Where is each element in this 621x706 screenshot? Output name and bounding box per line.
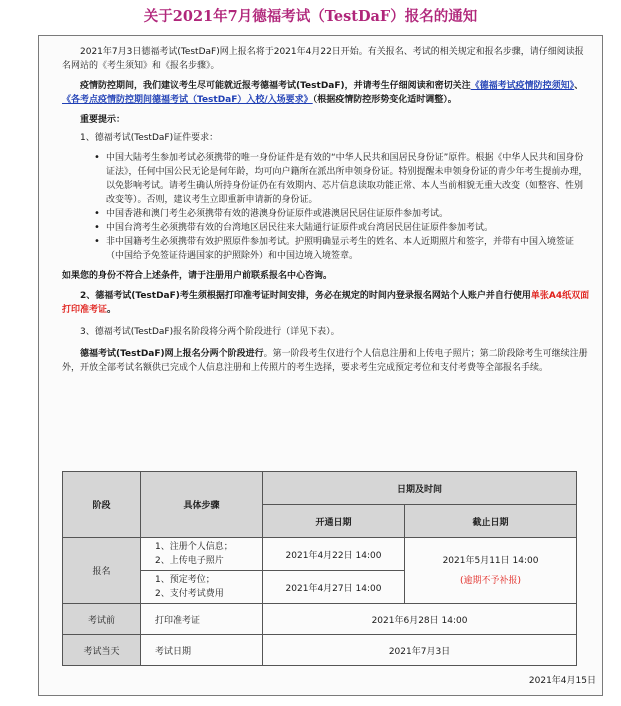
reg-phase2-steps xyxy=(141,571,263,604)
header-stage: 阶段 xyxy=(63,472,141,538)
table-row xyxy=(63,635,577,666)
table-row xyxy=(63,538,577,571)
header-steps: 具体步骤 xyxy=(141,472,263,538)
reg-close-date: 2021年5月11日 14:00 xyxy=(442,555,539,566)
item2-paragraph xyxy=(62,289,592,317)
item2-highlight: 单张A4纸双面打印准考证 xyxy=(62,291,590,315)
step-text: 2、上传电子照片 xyxy=(155,556,224,566)
id-requirements-list xyxy=(62,151,592,263)
list-item: • 中国香港和澳门考生必须携带有效的港澳身份证原件或港澳居民居住证原件参加考试。 xyxy=(106,207,592,221)
step-text: 1、预定考位； xyxy=(155,575,215,585)
notice-title: 关于2021年7月德福考试（TestDaF）报名的通知 xyxy=(143,8,478,25)
exam-day-step: 考试日期 xyxy=(141,635,263,666)
reg-phase1-steps xyxy=(141,538,263,571)
header-close-date: 截止日期 xyxy=(405,505,577,538)
notice-body xyxy=(62,45,592,375)
row-label-exam-day: 考试当天 xyxy=(63,635,141,666)
epidemic-paragraph xyxy=(62,79,592,107)
epidemic-sep: 、 xyxy=(574,81,584,91)
intro-paragraph: 2021年7月3日德福考试(TestDaF)网上报名将于2021年4月22日开始。有关报名、考试的相关规定和报名步骤，请仔细阅读报名网站的《考生须知》和《报名步骤》。 xyxy=(62,47,584,71)
list-item: • 中国大陆考生参加考试必须携带的唯一身份证件是有效的“中华人民共和国居民身份证”原件。根据《中华人民共和国身份证法》，任何中国公民无论是何年龄，均可向户籍所在派出所申领身份证。特别提醒未申领身份证的青少年考生提前办理，以免影响考试。请考生确认所持身份证仍在有效期内、芯片信息读取功能正常、本人当前相貌无重大改变（如整容、性别改变等）。否则，建议考生立即重新申请新的身份证。 xyxy=(106,151,592,207)
reg-phase1-open: 2021年4月22日 14:00 xyxy=(263,538,405,571)
reg-close xyxy=(405,538,577,604)
header-open-date: 开通日期 xyxy=(263,505,405,538)
phase-note-paragraph xyxy=(62,347,592,375)
item2-text: 2、德福考试(TestDaF)考生须根据打印准考证时间安排，务必在规定的时间内登录报名网站个人账户并自行使用 xyxy=(80,291,531,301)
item3-paragraph: 3、德福考试(TestDaF)报名阶段将分两个阶段进行（详见下表）。 xyxy=(80,327,340,337)
list-item: • 非中国籍考生必须携带有效护照原件参加考试。护照明确显示考生的姓名、本人近期照片和签字，并带有中国入境签证（中国给予免签证待遇国家的护照除外）和中国边境入境签章。 xyxy=(106,235,592,263)
item1-heading: 1、德福考试(TestDaF)证件要求： xyxy=(80,133,219,143)
epidemic-tail: （根据疫情防控形势变化适时调整）。 xyxy=(312,95,457,105)
row-label-pre-exam: 考试前 xyxy=(63,604,141,635)
reg-close-note: (逾期不予补报) xyxy=(459,575,522,586)
header-dates: 日期及时间 xyxy=(263,472,577,505)
list-item: • 中国台湾考生必须携带有效的台湾地区居民往来大陆通行证原件或台湾居民居住证原件参加考试。 xyxy=(106,221,592,235)
row-label-registration: 报名 xyxy=(63,538,141,604)
pre-exam-date: 2021年6月28日 14:00 xyxy=(263,604,577,635)
step-text: 2、支付考试费用 xyxy=(155,589,224,599)
important-heading: 重要提示： xyxy=(80,115,126,125)
item2-tail: 。 xyxy=(107,305,117,315)
exam-day-date: 2021年7月3日 xyxy=(263,635,577,666)
registration-schedule-table xyxy=(62,471,577,666)
id-note: 如果您的身份不符合上述条件，请于注册用户前联系报名中心咨询。 xyxy=(62,271,333,281)
table-row xyxy=(63,472,577,505)
pre-exam-step: 打印准考证 xyxy=(141,604,263,635)
epidemic-lead: 疫情防控期间，我们建议考生尽可能就近报考德福考试(TestDaF)，并请考生仔细阅读和密切关注 xyxy=(80,81,471,91)
notice-date: 2021年4月15日 xyxy=(528,676,596,686)
epidemic-rules-link[interactable]: 《德福考试疫情防控须知》 xyxy=(470,81,575,91)
venue-requirements-link[interactable]: 《各考点疫情防控期间德福考试（TestDaF）入校/入场要求》 xyxy=(62,95,313,105)
reg-phase2-open: 2021年4月27日 14:00 xyxy=(263,571,405,604)
table-row xyxy=(63,604,577,635)
step-text: 1、注册个人信息； xyxy=(155,542,233,552)
phase-note-rest: 。第一阶段考生仅进行个人信息注册和上传电子照片；第二阶段除考生可继续注册外，开放全部考试名额供已完成个人信息注册和上传照片的考生选择，要求考生完成预定考位和支付考费等全部报名手续。 xyxy=(62,349,588,373)
phase-note-bold: 德福考试(TestDaF)网上报名分两个阶段进行 xyxy=(80,349,264,359)
